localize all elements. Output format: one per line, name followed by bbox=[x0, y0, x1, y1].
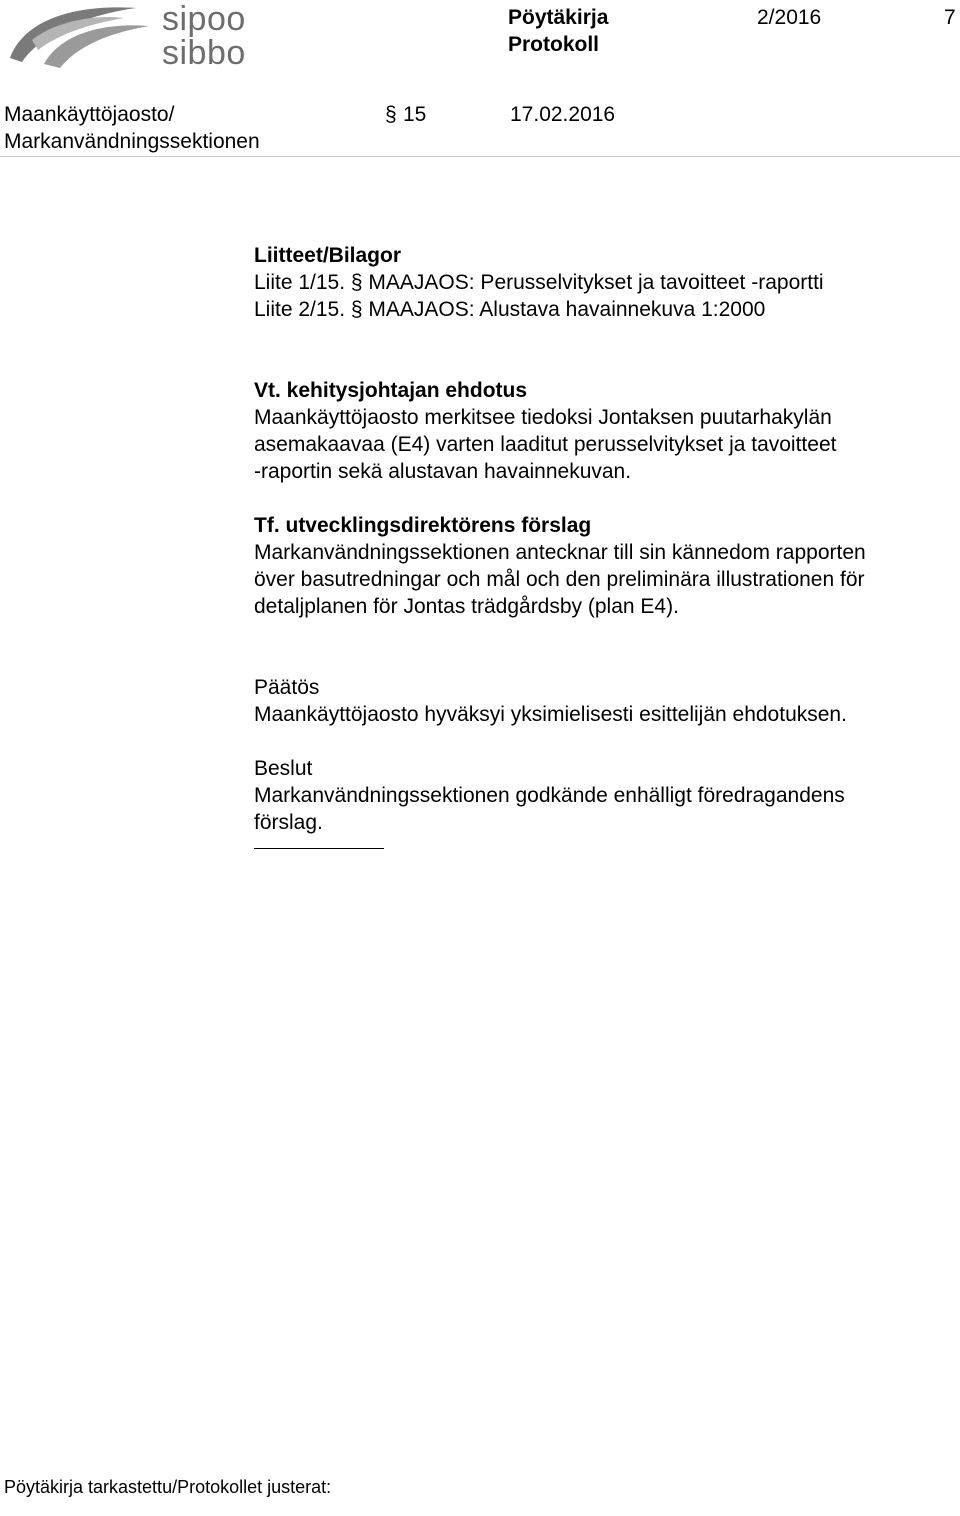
proposal-sv-line: Markanvändningssektionen antecknar till sin kännedom rapporten bbox=[254, 541, 866, 564]
header-divider bbox=[0, 156, 960, 157]
page-number: 7 bbox=[944, 6, 956, 29]
attachment-item: Liite 2/15. § MAAJAOS: Alustava havainnekuva 1:2000 bbox=[254, 298, 766, 321]
decision-fi-heading: Päätös bbox=[254, 676, 320, 699]
sipoo-sibbo-logo bbox=[4, 0, 254, 72]
decision-fi-line: Maankäyttöjaosto hyväksyi yksimielisesti esittelijän ehdotuksen. bbox=[254, 703, 847, 726]
proposal-fi-heading: Vt. kehitysjohtajan ehdotus bbox=[254, 379, 528, 402]
attachment-item: Liite 1/15. § MAAJAOS: Perusselvitykset ja tavoitteet -raportti bbox=[254, 271, 824, 294]
end-of-section-line bbox=[254, 848, 384, 849]
body-name-fi: Maankäyttöjaosto/ bbox=[4, 103, 175, 126]
footer-verification: Pöytäkirja tarkastettu/Protokollet justerat: bbox=[4, 1477, 332, 1497]
proposal-sv-heading: Tf. utvecklingsdirektörens förslag bbox=[254, 514, 592, 537]
body-name-sv: Markanvändningssektionen bbox=[4, 130, 260, 153]
protocol-number: 2/2016 bbox=[757, 6, 822, 29]
decision-sv-heading: Beslut bbox=[254, 757, 313, 780]
doc-type-sv: Protokoll bbox=[508, 33, 600, 56]
proposal-sv-line: detaljplanen för Jontas trädgårdsby (plan E4). bbox=[254, 595, 679, 618]
proposal-fi-line: asemakaavaa (E4) varten laaditut perusselvitykset ja tavoitteet bbox=[254, 433, 837, 456]
proposal-fi-line: -raportin sekä alustavan havainnekuvan. bbox=[254, 460, 632, 483]
section-number: 15 bbox=[403, 103, 427, 126]
decision-sv-line: förslag. bbox=[254, 811, 323, 834]
section-mark: § bbox=[385, 103, 397, 126]
logo-text-sipoo: sipoo bbox=[162, 0, 246, 38]
proposal-sv-line: över basutredningar och mål och den preliminära illustrationen för bbox=[254, 568, 865, 591]
doc-type-fi: Pöytäkirja bbox=[508, 6, 609, 29]
logo-text-sibbo: sibbo bbox=[162, 34, 246, 72]
decision-sv-line: Markanvändningssektionen godkände enhälligt föredragandens bbox=[254, 784, 845, 807]
logo-swoosh-icon bbox=[4, 0, 154, 72]
proposal-fi-line: Maankäyttöjaosto merkitsee tiedoksi Jontaksen puutarhakylän bbox=[254, 406, 832, 429]
attachments-heading: Liitteet/Bilagor bbox=[254, 244, 402, 267]
document-body bbox=[254, 242, 944, 849]
meeting-date: 17.02.2016 bbox=[510, 103, 616, 126]
